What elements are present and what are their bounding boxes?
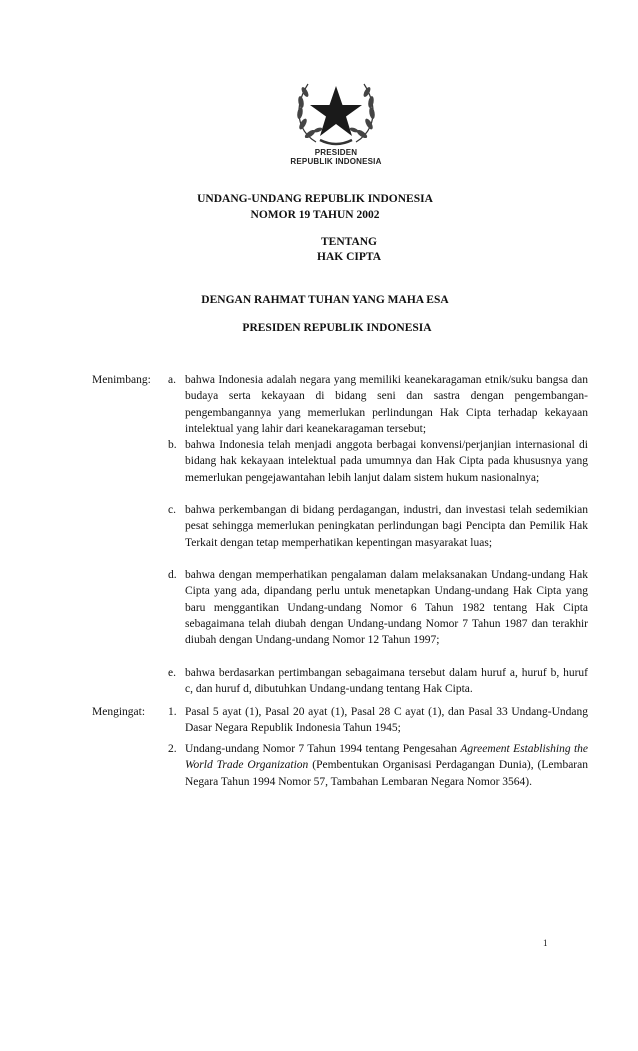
page-number: 1 (543, 938, 548, 948)
emblem-subtitle: REPUBLIK INDONESIA (290, 157, 382, 166)
item-text: Pasal 5 ayat (1), Pasal 20 ayat (1), Pasal 28 C ayat (1), dan Pasal 33 Undang-Undang Dasar Negara Republik Indonesia Tahun 1945; (185, 706, 588, 735)
list-item (168, 741, 588, 790)
mengingat-label: Mengingat: (92, 706, 146, 718)
item-text-part: Undang-undang Nomor 7 Tahun 1994 tentang Pengesahan (185, 743, 461, 755)
item-text (185, 741, 588, 790)
item-marker: b. (168, 439, 177, 451)
law-subject: HAK CIPTA (317, 251, 381, 263)
list-item (168, 502, 588, 551)
item-text-part: (Pembentukan Organisasi Perdagangan Dunia), (Lembaran Negara Tahun 1994 Nomor 57, Tambahan Lembaran Negara Nomor 3564). (185, 759, 588, 788)
item-marker: 1. (168, 706, 177, 718)
president-heading: PRESIDEN REPUBLIK INDONESIA (242, 322, 432, 334)
list-item (168, 665, 588, 698)
item-marker: d. (168, 569, 177, 581)
about-label: TENTANG (320, 236, 378, 248)
item-text-italic: Agreement Establishing the World Trade Organization (185, 743, 588, 772)
item-marker: 2. (168, 743, 177, 755)
garuda-star-emblem-icon (286, 68, 386, 150)
item-text: bahwa berdasarkan pertimbangan sebagaimana tersebut dalam huruf a, huruf b, huruf c, dan huruf d, dibutuhkan Undang-undang tentang Hak Cipta. (185, 667, 588, 696)
list-item (168, 704, 588, 737)
item-marker: e. (168, 667, 176, 679)
emblem-title: PRESIDEN (314, 148, 358, 157)
law-number: NOMOR 19 TAHUN 2002 (250, 209, 380, 221)
list-item (168, 437, 588, 486)
item-text: bahwa perkembangan di bidang perdagangan, industri, dan investasi telah sedemikian pesat sehingga memerlukan peningkatan perlindungan bagi Pencipta dan Pemilik Hak Terkait dengan tetap memperhatikan kepentingan masyarakat luas; (185, 504, 588, 549)
item-text: bahwa Indonesia adalah negara yang memiliki keanekaragaman etnik/suku bangsa dan budaya serta kekayaan di bidang seni dan sastra dengan pengembangan-pengembangannya yang memerlukan perlindungan Hak Cipta terhadap kekayaan intelektual yang lahir dari keanekaragaman tersebut; (185, 374, 588, 435)
item-marker: a. (168, 374, 176, 386)
list-item (168, 372, 588, 437)
menimbang-label: Menimbang: (92, 374, 151, 386)
item-text: bahwa Indonesia telah menjadi anggota berbagai konvensi/perjanjian internasional di bidang hak kekayaan intelektual pada umumnya dan Hak Cipta pada khususnya yang memerlukan pengejawantahan lebih lanjut dalam sistem hukum nasionalnya; (185, 439, 588, 484)
item-text: bahwa dengan memperhatikan pengalaman dalam melaksanakan Undang-undang Hak Cipta yang ada, dipandang perlu untuk menetapkan Undang-undang Hak Cipta yang baru menggantikan Undang-undang Nomor 6 Tahun 1982 tentang Hak Cipta sebagaimana telah diubah dengan Undang-undang Nomor 7 Tahun 1987 dan terakhir diubah dengan Undang-undang Nomor 12 Tahun 1997; (185, 569, 588, 647)
list-item (168, 567, 588, 648)
invocation: DENGAN RAHMAT TUHAN YANG MAHA ESA (201, 294, 449, 306)
law-title: UNDANG-UNDANG REPUBLIK INDONESIA (197, 193, 433, 205)
item-marker: c. (168, 504, 176, 516)
